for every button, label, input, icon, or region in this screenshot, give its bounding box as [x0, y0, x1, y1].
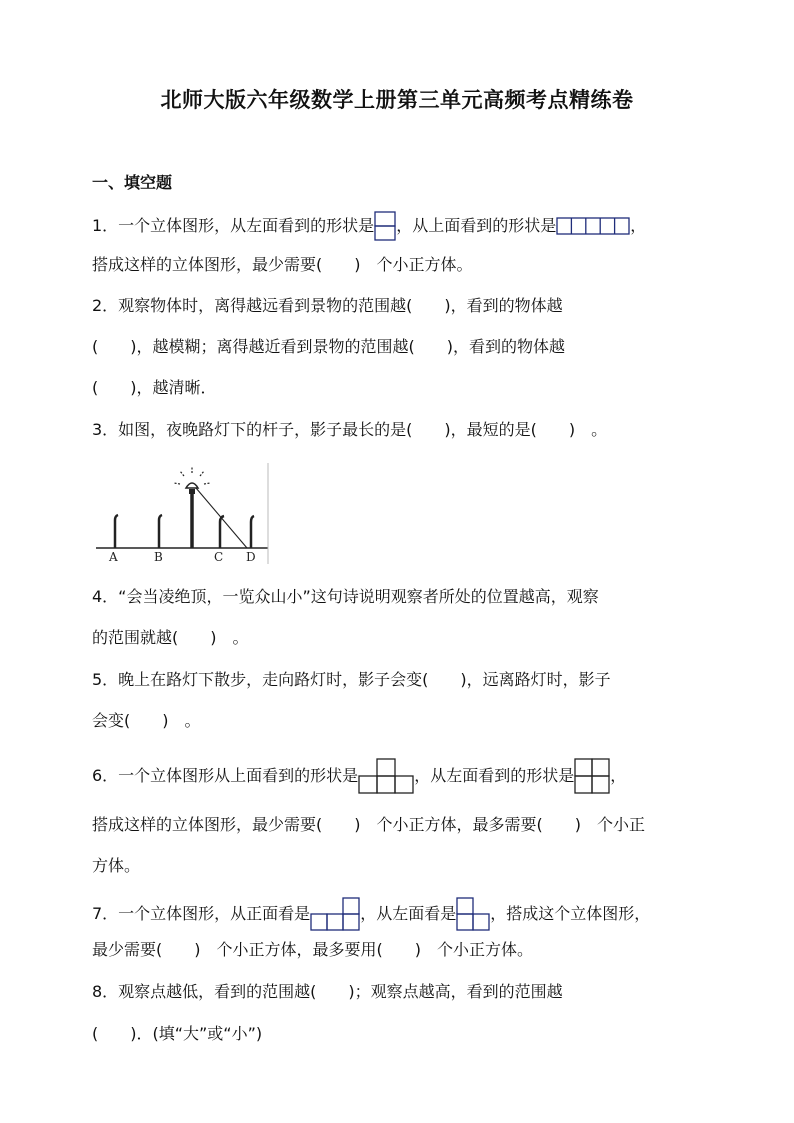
q6-text-part3: ， [610, 766, 627, 785]
section-heading: 一、填空题 [92, 173, 173, 192]
question-8-line-2: ( )．(填“大”或“小”) [92, 1024, 263, 1043]
q6-text-part2: ，从左面看到的形状是 [414, 766, 575, 785]
label-d: D [246, 550, 256, 564]
q7-text-part2: ，从左面看是 [360, 904, 457, 923]
question-2-line-2: ( )，越模糊；离得越近看到景物的范围越( )，看到的物体越 [92, 337, 565, 356]
question-1-line-1 [92, 211, 646, 241]
label-c: C [214, 550, 224, 564]
q7-text-part3: ，搭成这个立体图形， [490, 904, 651, 923]
question-7-line-2: 最少需要( ) 个小正方体，最多要用( ) 个小正方体。 [92, 940, 533, 959]
question-8-line-1: 8．观察点越低，看到的范围越( )；观察点越高，看到的范围越 [92, 982, 563, 1001]
label-b: B [154, 550, 163, 564]
q1-text-part2: ，从上面看到的形状是 [396, 216, 557, 235]
question-6-line-2: 搭成这样的立体图形，最少需要( ) 个小正方体，最多需要( ) 个小正 [92, 815, 645, 834]
q1-text-part3: ， [630, 216, 647, 235]
q1-text-part1: 1．一个立体图形，从左面看到的形状是 [92, 216, 375, 235]
q6-top-view-figure [358, 758, 414, 794]
page-title: 北师大版六年级数学上册第三单元高频考点精练卷 [160, 88, 634, 112]
q7-text-part1: 7．一个立体图形，从正面看是 [92, 904, 311, 923]
q1-top-view-figure [556, 217, 630, 235]
question-2-line-1: 2．观察物体时，离得越远看到景物的范围越( )，看到的物体越 [92, 296, 563, 315]
question-1-line-2: 搭成这样的立体图形，最少需要( ) 个小正方体。 [92, 255, 473, 274]
question-6-line-3: 方体。 [92, 856, 141, 875]
question-5-line-1: 5．晚上在路灯下散步，走向路灯时，影子会变( )，远离路灯时，影子 [92, 670, 611, 689]
question-3-line-1: 3．如图，夜晚路灯下的杆子，影子最长的是( )，最短的是( ) 。 [92, 420, 608, 439]
q6-left-view-figure [574, 758, 610, 794]
q6-text-part1: 6．一个立体图形从上面看到的形状是 [92, 766, 359, 785]
question-4-line-2: 的范围就越( ) 。 [92, 628, 249, 647]
q7-front-view-figure [310, 897, 360, 931]
question-4-line-1: 4．“会当凌绝顶，一览众山小”这句诗说明观察者所处的位置越高，观察 [92, 587, 599, 606]
q1-left-view-figure [374, 211, 396, 241]
question-2-line-3: ( )，越清晰． [92, 378, 217, 397]
question-6-line-1 [92, 758, 626, 794]
question-7-line-1 [92, 897, 650, 931]
label-a: A [109, 550, 118, 564]
street-lamp-figure [96, 460, 272, 566]
q7-left-view-figure [456, 897, 490, 931]
question-5-line-2: 会变( ) 。 [92, 711, 201, 730]
